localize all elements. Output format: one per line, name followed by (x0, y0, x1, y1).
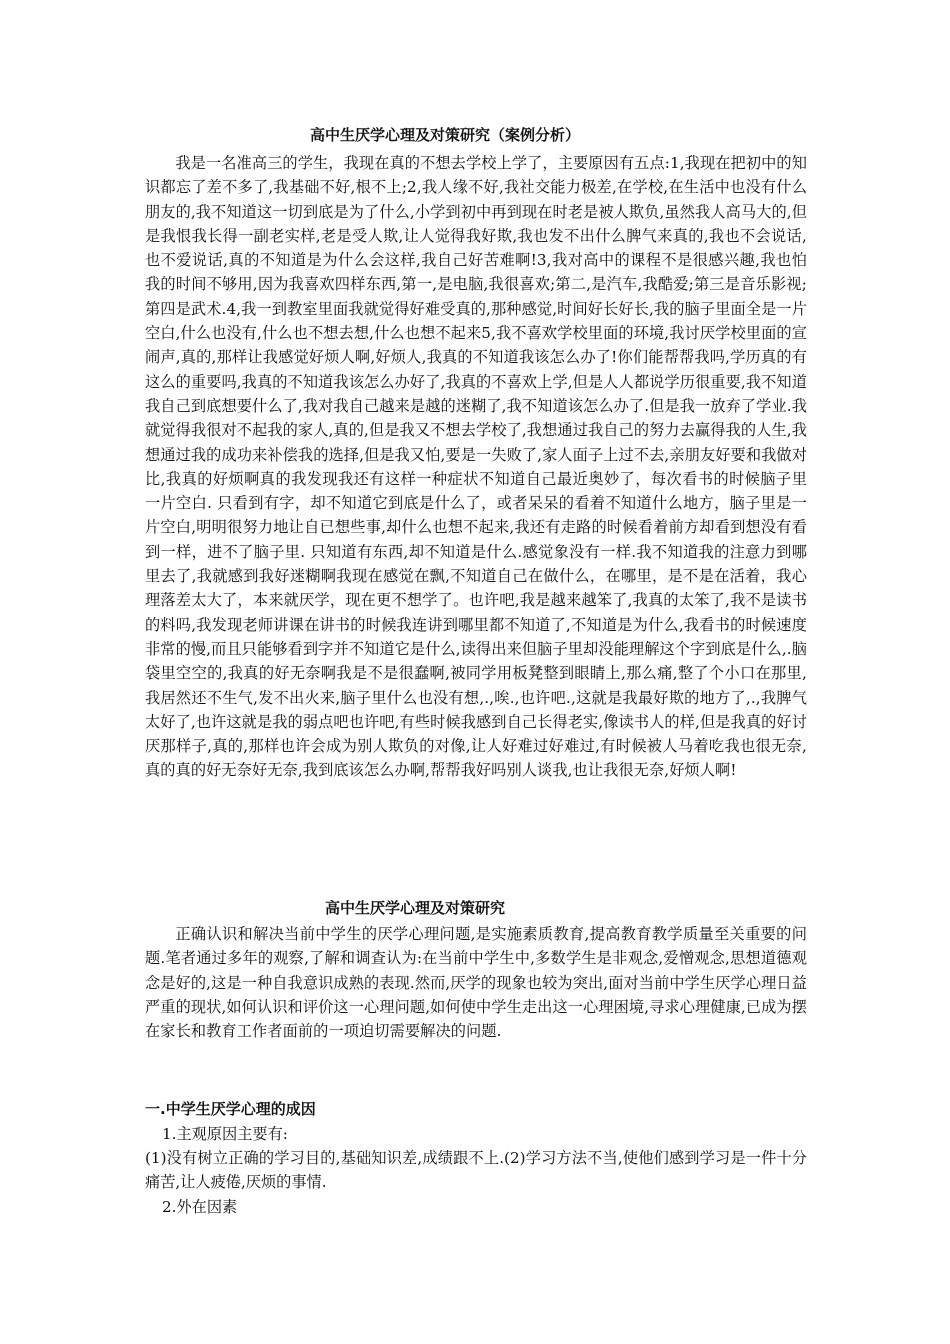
research-title: 高中生厌学心理及对策研究 (324, 899, 505, 917)
subjective-causes-item: 1.主观原因主要有: (162, 1125, 288, 1143)
section-heading-causes: 一.中学生厌学心理的成因 (145, 1100, 316, 1118)
student-letter-paragraph: 我是一名准高三的学生，我现在真的不想去学校上学了，主要原因有五点:1,我现在把初中的知识都忘了差不多了,我基础不好,根不上;2,我人缘不好,我社交能力极差,在学校,在生活中也没有什么朋友的,我不知道这一切到底是为了什么,小学到初中再到现在时老是被人欺负,虽然我人高马大的,但是我恨我长得一副老实样,老是受人欺,让人觉得我好欺,我也发不出什么脾气来真的,我也不会说话,也不爱说话,真的不知道是为什么会这样,我自己好苦难啊!3,我对高中的课程不是很感兴趣,我也怕我的时间不够用,因为我喜欢四样东西,第一,是电脑,我很喜欢;第二,是汽车,我酷爱;第三是音乐影视;第四是武术.4,我一到教室里面我就觉得好难受真的,那种感觉,时间好长好长,我的脑子里面全是一片空白,什么也没有,什么也不想去想,什么也想不起来5,我不喜欢学校里面的环境,我讨厌学校里面的宣闹声,真的,那样让我感觉好烦人啊,好烦人,我真的不知道我该怎么办了!你们能帮帮我吗,学历真的有这么的重要吗,我真的不知道我该怎么办好了,我真的不喜欢上学,但是人人都说学历很重要,我不知道我自己到底想要什么了,我对我自己越来是越的迷糊了,我不知道该怎么办了.但是我一放弃了学业.我就觉得我很对不起我的家人,真的,但是我又不想去学校了,我想通过我自己的努力去赢得我的人生,我想通过我的成功来补偿我的选择,但是我又怕,要是一失败了,家人面子上过不去,亲朋友好要和我做对比,我真的好烦啊真的我发现我还有这样一种症状不知道自己最近奥妙了，每次看书的时候脑子里一片空白. 只看到有字，却不知道它到底是什么了，或者呆呆的看着不知道什么地方，脑子里是一片空白,明明很努力地让自已想些事,却什么也想不起来,我还有走路的时候看着前方却看到想没有看到一样，进不了脑子里. 只知道有东西,却不知道是什么.感觉象没有一样.我不知道我的注意力到哪里去了,我就感到我好迷糊啊我现在感觉在飘,不知道自己在做什么，在哪里，是不是在活着，我心理落差太大了，本来就厌学，现在更不想学了。也许吧,我是越来越笨了,我真的太笨了,我不是读书的料吗,我发现老师讲课在讲书的时候我连讲到哪里都不知道了,不知道是为什么,我看书的时候速度非常的慢,而且只能够看到字并不知道它是什么,读得出来但脑子里却没能理解这个字到底是什么,.脑袋里空空的,我真的好无奈啊我是不是很蠢啊,被同学用板凳整到眼睛上,那么痛,整了个小口在那里,我居然还不生气,发不出火来,脑子里什么也没有想,.,唉.,也许吧.,这就是我最好欺的地方了,.,我脾气太好了,也许这就是我的弱点吧也许吧,有些时候我感到自己长得老实,像读书人的样,但是我真的好讨厌那样子,真的,那样也许会成为别人欺负的对像,让人好难过好难过,有时候被人马着吃我也很无奈,真的真的好无奈好无奈,我到底该怎么办啊,帮帮我好吗别人谈我,也让我很无奈,好烦人啊! (145, 154, 807, 780)
case-study-title: 高中生厌学心理及对策研究（案例分析） (309, 126, 580, 144)
introduction-paragraph: 正确认识和解决当前中学生的厌学心理问题,是实施素质教育,提高教育教学质量至关重要的问题.笔者通过多年的观察,了解和调查认为:在当前中学生中,多数学生是非观念,爱憎观念,思想道德观念是好的,这是一种自我意识成熟的表现.然而,厌学的现象也较为突出,面对当前中学生厌学心理日益严重的现状,如何认识和评价这一心理问题,如何使中学生走出这一心理困境,寻求心理健康,已成为摆在家长和教育工作者面前的一项迫切需要解决的问题. (145, 925, 807, 1041)
subjective-causes-text: (1)没有树立正确的学习目的,基础知识差,成绩跟不上.(2)学习方法不当,使他们感到学习是一件十分痛苦,让人疲倦,厌烦的事情. (145, 1149, 807, 1192)
external-factors-item: 2.外在因素 (162, 1198, 238, 1216)
